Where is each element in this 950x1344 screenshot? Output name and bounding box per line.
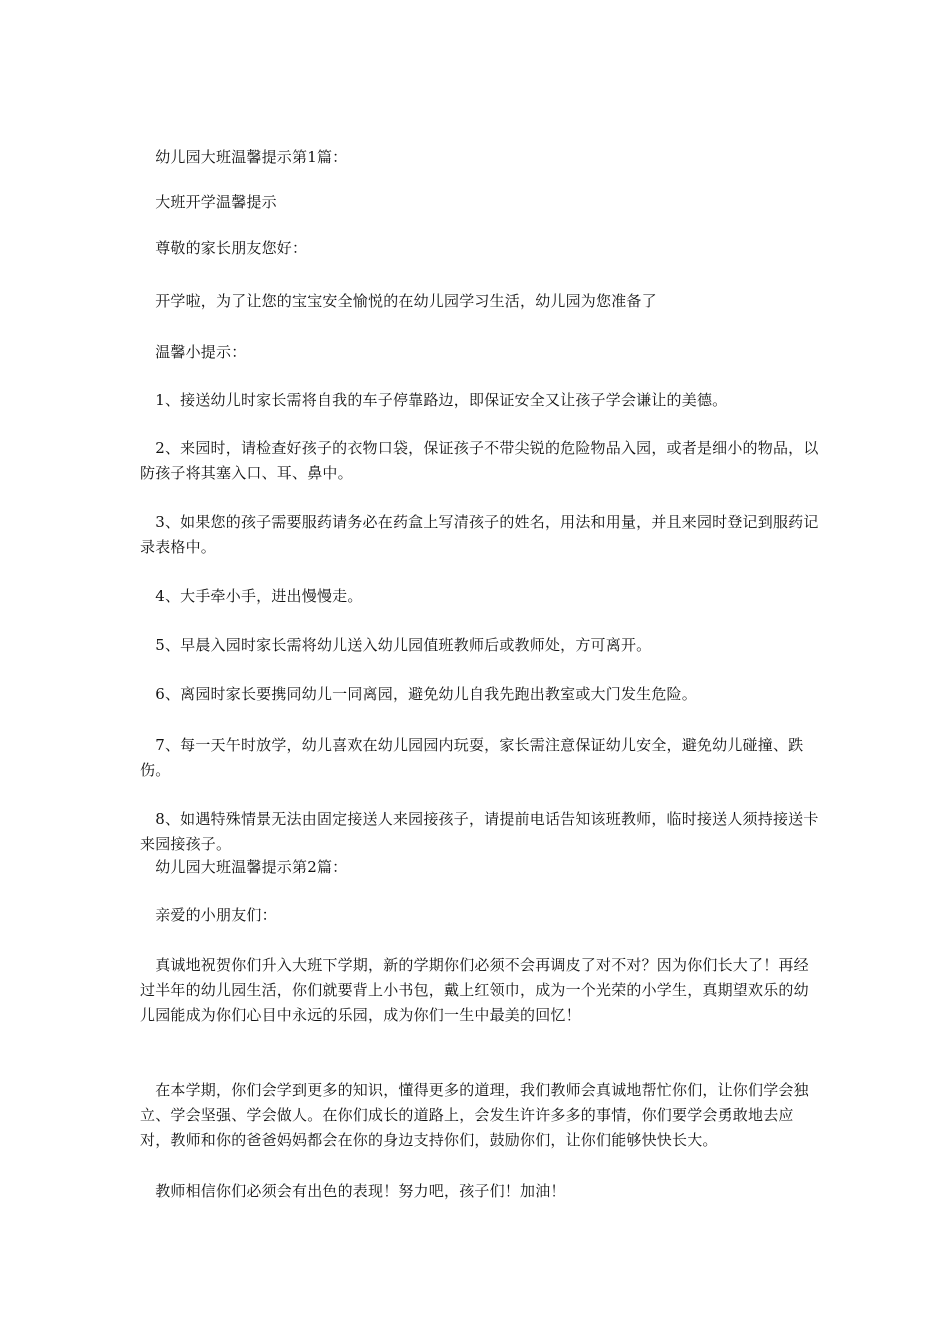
section-2-greeting: 亲爱的小朋友们： — [140, 906, 277, 924]
notice-heading: 大班开学温馨提示 — [140, 193, 277, 211]
tip-item-8: 8、如遇特殊情景无法由固定接送人来园接孩子，请提前电话告知该班教师，临时接送人须持接送卡来园接孩子。 — [140, 810, 819, 853]
tip-item-5: 5、早晨入园时家长需将幼儿送入幼儿园值班教师后或教师处，方可离开。 — [140, 636, 652, 654]
tip-item-2: 2、来园时，请检查好孩子的衣物口袋，保证孩子不带尖锐的危险物品入园，或者是细小的物品，以防孩子将其塞入口、耳、鼻中。 — [140, 439, 819, 482]
section-2-title: 幼儿园大班温馨提示第2篇： — [140, 858, 348, 876]
semester-paragraph: 在本学期，你们会学到更多的知识，懂得更多的道理，我们教师会真诚地帮忙你们，让你们学会独立、学会坚强、学会做人。在你们成长的道路上，会发生许许多多的事情，你们要学会勇敢地去应对，教师和你的爸爸妈妈都会在你的身边支持你们，鼓励你们，让你们能够快快长大。 — [140, 1081, 809, 1149]
tip-item-3: 3、如果您的孩子需要服药请务必在药盒上写清孩子的姓名，用法和用量，并且来园时登记到服药记录表格中。 — [140, 513, 819, 556]
tip-item-1: 1、接送幼儿时家长需将自我的车子停靠路边，即保证安全又让孩子学会谦让的美德。 — [140, 391, 728, 409]
closing-line: 教师相信你们必须会有出色的表现！努力吧，孩子们！加油！ — [140, 1182, 566, 1200]
greeting: 尊敬的家长朋友您好： — [140, 239, 308, 257]
tip-item-4: 4、大手牵小手，进出慢慢走。 — [140, 587, 363, 605]
tip-item-6: 6、离园时家长要携同幼儿一同离园，避免幼儿自我先跑出教室或大门发生危险。 — [140, 685, 697, 703]
section-1-title: 幼儿园大班温馨提示第1篇： — [140, 148, 348, 166]
tip-item-7: 7、每一天午时放学，幼儿喜欢在幼儿园园内玩耍，家长需注意保证幼儿安全，避免幼儿碰撞、跌伤。 — [140, 736, 804, 779]
intro-paragraph: 开学啦，为了让您的宝宝安全愉悦的在幼儿园学习生活，幼儿园为您准备了 — [140, 292, 657, 310]
tips-heading: 温馨小提示： — [140, 343, 247, 361]
congrats-paragraph: 真诚地祝贺你们升入大班下学期，新的学期你们必须不会再调皮了对不对？因为你们长大了！再经过半年的幼儿园生活，你们就要背上小书包，戴上红领巾，成为一个光荣的小学生，真期望欢乐的幼儿园能成为你们心目中永远的乐园，成为你们一生中最美的回忆！ — [140, 956, 809, 1024]
